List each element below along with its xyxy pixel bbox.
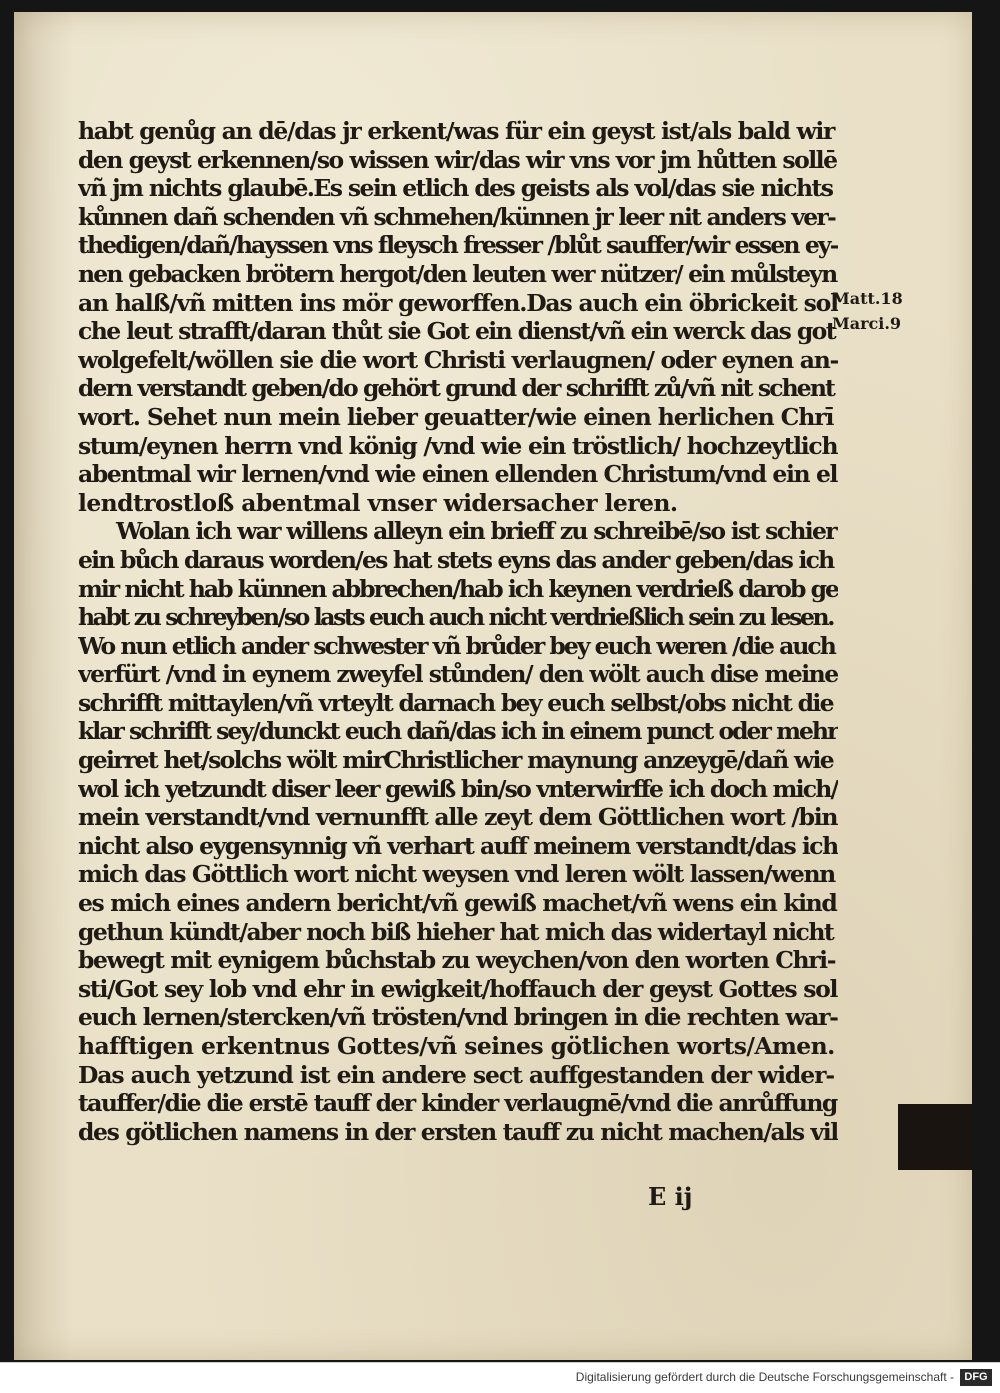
text-line: klar schrifft sey/dunckt euch dañ/das ich in einem punct oder mehr bbox=[78, 717, 838, 746]
text-line: verfürt /vnd in eynem zweyfel stůnden/ den wölt auch dise meine bbox=[78, 660, 838, 689]
text-line: vñ jm nichts glaubē.Es sein etlich des geists als vol/das sie nichts bbox=[78, 174, 833, 203]
main-text-block bbox=[78, 117, 838, 1146]
footer-credit: Digitalisierung gefördert durch die Deutsche Forschungsgemeinschaft - bbox=[575, 1370, 954, 1384]
text-line: bewegt mit eynigem bůchstab zu weychen/von den worten Chri- bbox=[78, 946, 836, 975]
text-line: mich das Göttlich wort nicht weysen vnd leren wölt lassen/wenn bbox=[78, 860, 835, 889]
margin-note: Matt.18 bbox=[832, 289, 903, 308]
text-line: wort. Sehet nun mein lieber geuatter/wie einen herlichen Chrī bbox=[78, 402, 834, 431]
text-line: des götlichen namens in der ersten tauff zu nicht machen/als vil bbox=[78, 1117, 838, 1146]
text-line: den geyst erkennen/so wissen wir/das wir vns vor jm hůtten sollē bbox=[78, 145, 837, 174]
text-line: dern verstandt geben/do gehört grund der schrifft zů/vñ nit schent bbox=[78, 374, 834, 403]
text-line: nen gebacken brötern hergot/den leuten wer nützer/ ein můlsteyn bbox=[78, 259, 837, 288]
text-line: es mich eines andern bericht/vñ gewiß machet/vñ wens ein kind bbox=[78, 889, 837, 918]
text-line: euch lernen/stercken/vñ trösten/vnd bringen in die rechten war- bbox=[78, 1003, 838, 1032]
margin-note: Marci.9 bbox=[832, 314, 902, 333]
text-line: Wo nun etlich ander schwester vñ brůder bey euch weren /die auch bbox=[78, 631, 835, 660]
text-line: che leut strafft/daran thůt sie Got ein dienst/vñ ein werck das got bbox=[78, 317, 835, 346]
text-line: abentmal wir lernen/vnd wie einen ellenden Christum/vnd ein el bbox=[78, 460, 838, 489]
text-line: lendtrostloß abentmal vnser widersacher leren. bbox=[78, 488, 678, 517]
signature-mark: E ij bbox=[648, 1182, 693, 1211]
text-line: geirret het/solchs wölt mirChristlicher maynung anzeygē/dañ wie bbox=[78, 746, 833, 775]
footer-bar bbox=[0, 1362, 1000, 1393]
text-line: an halß/vñ mitten ins mör geworffen.Das auch ein öbrickeit sol bbox=[78, 288, 838, 317]
text-line: mir nicht hab künnen abbrechen/hab ich keynen verdrieß darob ge bbox=[78, 574, 838, 603]
dfg-logo-icon: DFG bbox=[960, 1369, 992, 1386]
text-line: schrifft mittaylen/vñ vrteylt darnach bey euch selbst/obs nicht die bbox=[78, 688, 833, 717]
text-line: gethun kündt/aber noch biß hieher hat mich das widertayl nicht bbox=[78, 917, 834, 946]
text-line: kůnnen dañ schenden vñ schmehen/künnen jr leer nit anders ver- bbox=[78, 202, 835, 231]
text-line: wol ich yetzundt diser leer gewiß bin/so vnterwirffe ich doch mich/ bbox=[78, 774, 838, 803]
text-line: habt zu schreyben/so lasts euch auch nicht verdrießlich sein zu lesen. bbox=[78, 603, 834, 632]
text-line: wolgefelt/wöllen sie die wort Christi verlaugnen/ oder eynen an- bbox=[78, 345, 838, 374]
text-line: thedigen/dañ/hayssen vns fleysch fresser /blůt sauffer/wir essen ey- bbox=[78, 231, 838, 260]
text-line: nicht also eygensynnig vñ verhart auff meinem verstandt/das ich bbox=[78, 831, 838, 860]
page-gutter-shadow bbox=[14, 12, 74, 1360]
text-line: habt genůg an dē/das jr erkent/was für ein geyst ist/als bald wir bbox=[78, 117, 835, 145]
text-line: ein bůch daraus worden/es hat stets eyns das ander geben/das ich bbox=[78, 545, 834, 574]
margin-notes bbox=[832, 286, 912, 336]
page-edge-tab bbox=[898, 1104, 972, 1170]
text-line: sti/Got sey lob vnd ehr in ewigkeit/hoffauch der geyst Gottes sol bbox=[78, 974, 838, 1003]
text-line: Wolan ich war willens alleyn ein brieff zu schreibē/so ist schier bbox=[116, 517, 836, 546]
text-line: stum/eynen herrn vnd könig /vnd wie ein tröstlich/ hochzeytlich bbox=[78, 431, 838, 460]
text-line: mein verstandt/vnd vernunfft alle zeyt dem Göttlichen wort /bin bbox=[78, 803, 838, 832]
text-line: Das auch yetzund ist ein andere sect auffgestanden der wider- bbox=[78, 1060, 835, 1089]
text-line: hafftigen erkentnus Gottes/vñ seines götlichen worts/Amen. bbox=[78, 1032, 835, 1060]
text-line: tauffer/die die erstē tauff der kinder verlaugnē/vnd die anrůffung bbox=[78, 1089, 837, 1118]
